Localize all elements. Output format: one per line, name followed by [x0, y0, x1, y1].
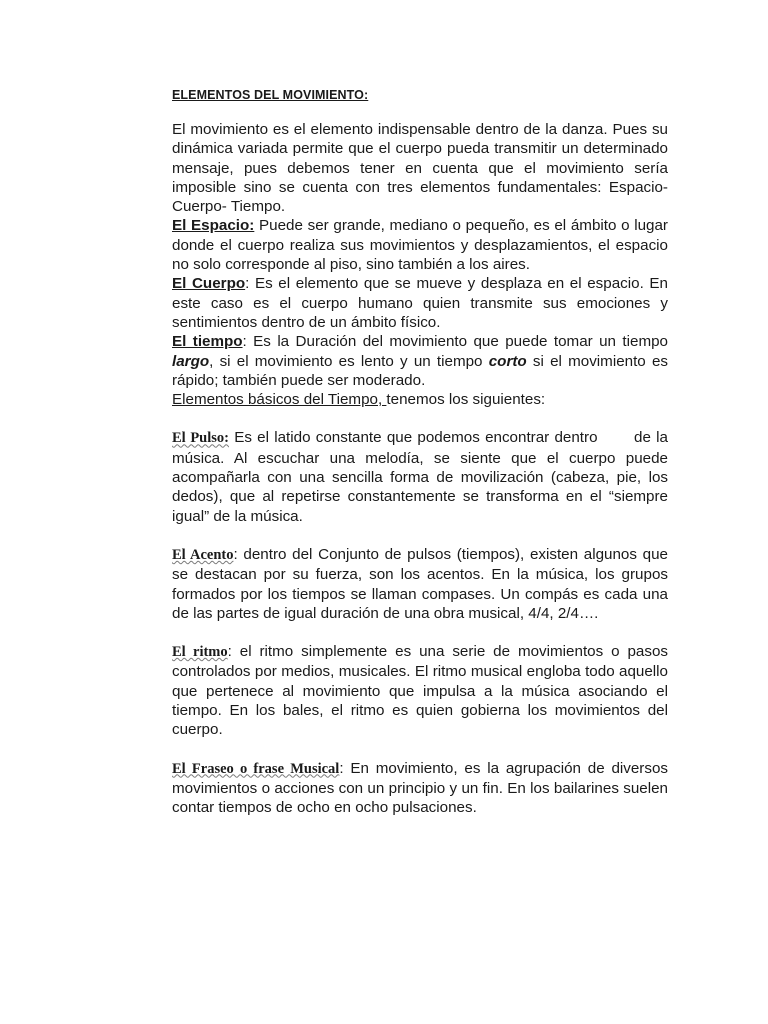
acento-paragraph — [172, 545, 668, 623]
intro-paragraph: El movimiento es el elemento indispensable dentro de la danza. Pues su dinámica variada permite que el cuerpo pueda transmitir un determinado mensaje, pues debemos tener en cuenta que el movimiento sería imposible sino se cuenta con tres elementos fundamentales: Espacio- Cuerpo- Tiempo. — [172, 121, 668, 216]
pulso-text: Es el latido constante que podemos encontrar dentro de la música. Al escuchar una melodía, se siente que el cuerpo puede acompañarla con una sencilla forma de movilización (cabeza, pie, los dedos), que al repetirse constantemente se transforma en el “siempre igual” de la música. — [172, 429, 673, 525]
espacio-text: Puede ser grande, mediano o pequeño, es el ámbito o lugar donde el cuerpo realiza sus movimientos y desplazamientos, el espacio no solo corresponde al piso, sino también a los aires. — [172, 217, 668, 274]
tiempo-text-2: , si el movimiento es lento y un tiempo — [209, 352, 489, 370]
basicos-text: tenemos los siguientes: — [386, 391, 546, 409]
cuerpo-term: El Cuerpo — [172, 275, 246, 293]
tiempo-corto: corto — [488, 352, 527, 370]
espacio-paragraph — [172, 216, 668, 274]
basicos-paragraph — [172, 390, 668, 409]
ritmo-term: El ritmo — [172, 644, 228, 661]
fraseo-text: : En movimiento, es la agrupación de diversos movimientos o acciones con un principio y un fin. En los bailarines suelen contar tiempos de ocho en ocho pulsaciones. — [172, 759, 668, 817]
tiempo-text-3: si el movimiento es rápido; también puede ser moderado. — [172, 352, 668, 389]
fraseo-term: El Fraseo o frase Musical — [172, 760, 340, 777]
tiempo-term: El tiempo — [172, 333, 243, 351]
spacer — [172, 526, 668, 545]
basicos-lead: Elementos básicos del Tiempo, — [172, 391, 387, 409]
spacer — [172, 409, 668, 428]
tiempo-paragraph — [172, 332, 668, 390]
pulso-term: El Pulso: — [172, 430, 229, 447]
espacio-term: El Espacio: — [172, 217, 255, 235]
cuerpo-text: : Es el elemento que se mueve y desplaza en el espacio. En este caso es el cuerpo humano quien transmite sus emociones y sentimientos dentro de un ámbito físico. — [172, 275, 668, 331]
tiempo-largo: largo — [172, 352, 210, 370]
tiempo-text-1: : Es la Duración del movimiento que puede tomar un tiempo — [242, 333, 668, 351]
fraseo-paragraph — [172, 759, 668, 818]
spacer — [172, 623, 668, 642]
document-page — [172, 88, 673, 818]
acento-text: : dentro del Conjunto de pulsos (tiempos), existen algunos que se destacan por su fuerza, son los acentos. En la música, los grupos formados por los tiempos se llaman compases. Un compás es cada una de las partes de igual duración de una obra musical, 4/4, 2/4…. — [172, 545, 668, 622]
ritmo-paragraph — [172, 642, 668, 739]
ritmo-text: : el ritmo simplemente es una serie de movimientos o pasos controlados por medios, musicales. El ritmo musical engloba todo aquello que pertenece al movimiento que impulsa a la música asociando el tiempo. En los bales, el ritmo es quien gobierna los movimientos del cuerpo. — [172, 643, 668, 739]
cuerpo-paragraph — [172, 274, 668, 332]
spacer — [172, 740, 668, 759]
acento-term: El Acento — [172, 546, 234, 563]
document-heading: ELEMENTOS DEL MOVIMIENTO: — [172, 88, 369, 102]
pulso-paragraph — [172, 428, 673, 525]
